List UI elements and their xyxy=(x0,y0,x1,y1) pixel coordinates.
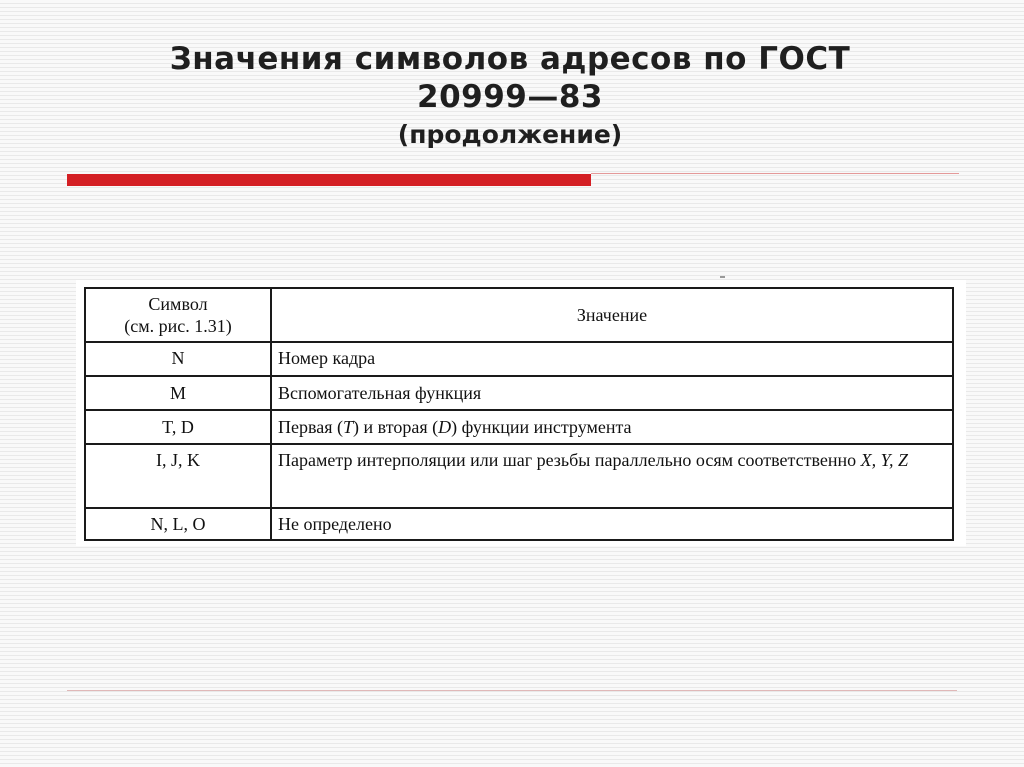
table-row xyxy=(85,508,953,540)
slide-title xyxy=(60,40,960,154)
header-symbol-line1: Символ xyxy=(148,294,208,314)
red-accent-thin-line xyxy=(591,173,959,174)
cell-meaning: Не определено xyxy=(271,508,953,540)
header-meaning: Значение xyxy=(271,288,953,342)
cell-symbol: I, J, K xyxy=(85,444,271,508)
cell-symbol: N xyxy=(85,342,271,376)
meaning-italic-symbol: D xyxy=(438,417,452,437)
meaning-text: Первая ( xyxy=(278,417,344,437)
table-scan-area xyxy=(76,280,966,546)
cell-meaning xyxy=(271,410,953,444)
meaning-italic-axes: X, Y, Z xyxy=(860,450,909,470)
cell-symbol: T, D xyxy=(85,410,271,444)
scan-speck xyxy=(720,276,725,278)
meaning-italic-symbol: T xyxy=(343,417,354,437)
cell-meaning: Вспомогательная функция xyxy=(271,376,953,410)
header-symbol xyxy=(85,288,271,342)
table-row xyxy=(85,444,953,508)
table-row xyxy=(85,342,953,376)
title-line-2: 20999—83 xyxy=(417,79,603,115)
meaning-text: Параметр интерполяции или шаг резьбы параллельно осям соответственно xyxy=(278,450,861,470)
cell-symbol: M xyxy=(85,376,271,410)
cell-meaning xyxy=(271,444,953,508)
address-symbols-table xyxy=(84,287,954,541)
cell-meaning: Номер кадра xyxy=(271,342,953,376)
meaning-text: ) и вторая ( xyxy=(353,417,439,437)
table-header-row xyxy=(85,288,953,342)
cell-symbol: N, L, O xyxy=(85,508,271,540)
table-row xyxy=(85,410,953,444)
title-subtitle: (продолжение) xyxy=(397,120,623,149)
title-line-1: Значения символов адресов по ГОСТ xyxy=(169,41,851,77)
red-accent-bar xyxy=(67,174,591,186)
header-symbol-line2: (см. рис. 1.31) xyxy=(124,316,232,336)
bottom-divider xyxy=(67,690,957,691)
table-row xyxy=(85,376,953,410)
meaning-text: ) функции инструмента xyxy=(451,417,632,437)
